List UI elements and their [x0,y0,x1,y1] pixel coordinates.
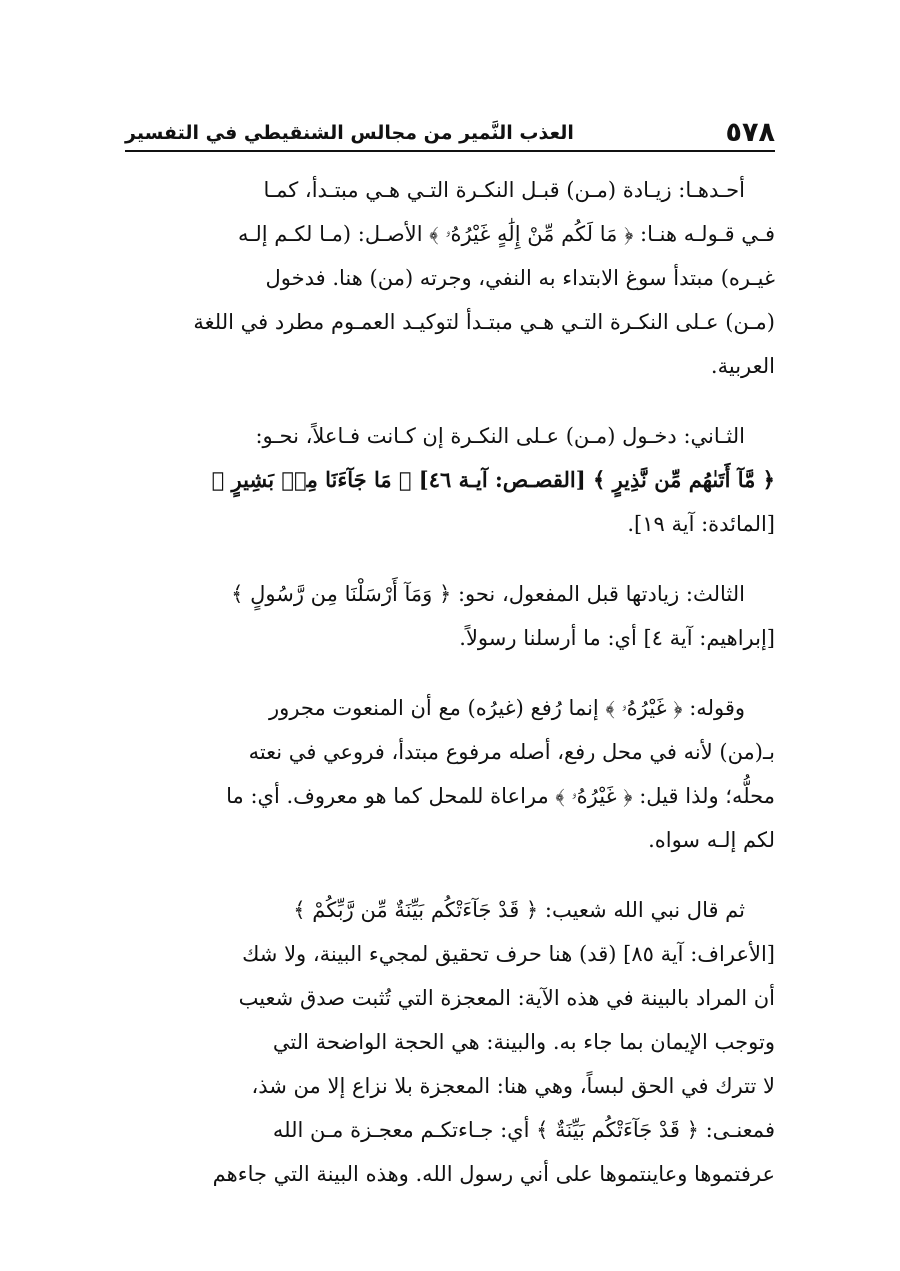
text-line: [إبراهيم: آية ٤] أي: ما أرسلنا رسولاً. [459,626,775,650]
body-text [125,168,775,1222]
text-line: وتوجب الإيمان بما جاء به. والبينة: هي الحجة الواضحة التي [272,1030,775,1054]
header-divider [125,150,775,152]
text-line: الثالث: زيادتها قبل المفعول، نحو: ﴿ وَمَآ أَرْسَلْنَا مِن رَّسُولٍ ﴾ [231,582,745,606]
text-line: محلُّه؛ ولذا قيل: ﴿ غَيْرُهُۥ ﴾ مراعاة للمحل كما هو معروف. أي: ما [226,784,775,808]
text-line: أن المراد بالبينة في هذه الآية: المعجزة التي تُثبت صدق شعيب [238,986,775,1010]
running-header [125,108,775,148]
paragraph-third-point [125,572,775,660]
text-line: [المائدة: آية ١٩]. [627,512,775,536]
paragraph-ghayruhu [125,686,775,862]
text-line: وقوله: ﴿ غَيْرُهُۥ ﴾ إنما رُفع (غيرُه) مع أن المنعوت مجرور [269,696,745,720]
text-line: ثم قال نبي الله شعيب: ﴿ قَدْ جَآءَتْكُم بَيِّنَةٌ مِّن رَّبِّكُمْ ﴾ [293,898,745,922]
paragraph-first-point [125,168,775,388]
book-title: العذب النَّمير من مجالس الشنقيطي في التفسير [125,122,574,144]
text-line: عرفتموها وعاينتموها على أني رسول الله. وهذه البينة التي جاءهم [212,1162,775,1186]
page-number: ٥٧٨ [725,117,775,148]
text-line: غيـره) مبتدأ سوغ الابتداء به النفي، وجرته (من) هنا. فدخول [265,266,775,290]
text-line: أحـدهـا: زيـادة (مـن) قبـل النكـرة التـي هـي مبتـدأ، كمـا [263,178,745,202]
text-line: ﴿ مَّآ أَتَىٰهُم مِّن نَّذِيرٍ ﴾ [القصـص: آيـة ٤٦] ﴿ مَا جَآءَنَا مِنۢ بَشِيرٍ ﴾ [211,467,775,492]
text-line: (مـن) عـلى النكـرة التـي هـي مبتـدأ لتوكيـد العمـوم مطرد في اللغة [193,310,775,334]
text-line: فمعنـى: ﴿ قَدْ جَآءَتْكُم بَيِّنَةٌ ﴾ أي: جـاءتكـم معجـزة مـن الله [272,1118,775,1142]
text-line: الثـاني: دخـول (مـن) عـلى النكـرة إن كـانت فـاعلاً، نحـو: [255,424,745,448]
paragraph-second-point [125,414,775,546]
text-line: لكم إلـه سواه. [648,828,775,852]
paragraph-shuayb [125,888,775,1196]
text-line: [الأعراف: آية ٨٥] (قد) هنا حرف تحقيق لمجيء البينة، ولا شك [242,942,775,966]
text-line: العربية. [710,354,775,378]
text-line: بـ(من) لأنه في محل رفع، أصله مرفوع مبتدأ، فروعي في نعته [248,740,775,764]
text-line: لا تترك في الحق لبساً، وهي هنا: المعجزة بلا نزاع إلا من شذ، [251,1074,775,1098]
text-line: فـي قـولـه هنـا: ﴿ مَا لَكُم مِّنْ إِلَٰهٍ غَيْرُهُۥ ﴾ الأصـل: (مـا لكـم إلـه [237,222,775,246]
